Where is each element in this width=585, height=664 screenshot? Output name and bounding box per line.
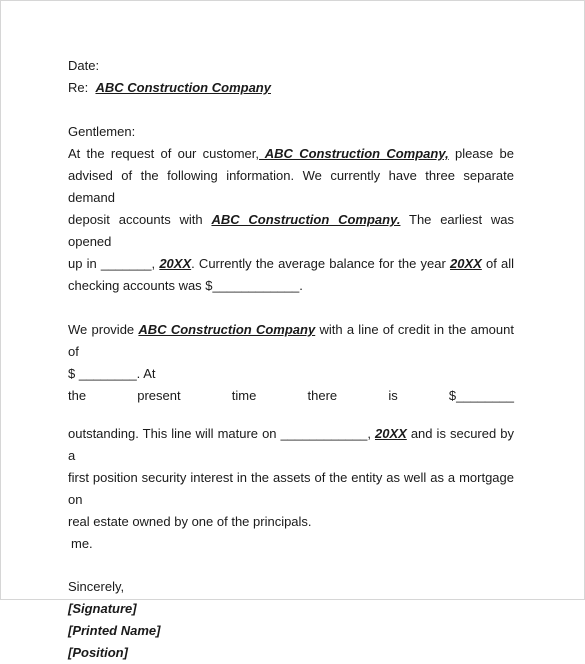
p2-year: 20XX	[374, 426, 407, 441]
p1-text: At the request of our customer,	[68, 146, 259, 161]
p2-text: outstanding. This line will mature on ____________,	[68, 426, 375, 441]
p1-company: ABC Construction Company,	[259, 146, 449, 161]
re-company: ABC Construction Company	[95, 80, 271, 95]
paragraph-2	[68, 319, 514, 555]
signature-placeholder: [Signature]	[68, 601, 137, 616]
re-label: Re:	[68, 80, 89, 95]
spacer	[68, 99, 514, 121]
p2-company: ABC Construction Company	[138, 322, 316, 337]
p1-text: The earliest was opened	[68, 212, 515, 249]
p2-word: there	[307, 388, 338, 403]
paragraph-1	[68, 143, 514, 297]
p2-text: We provide	[68, 322, 139, 337]
spacer	[68, 297, 514, 319]
paragraph-2-line-7: me.	[71, 536, 93, 551]
printed-name-placeholder: [Printed Name]	[68, 623, 161, 638]
salutation: Gentlemen:	[68, 124, 136, 139]
letter-body	[68, 55, 514, 664]
paragraph-2-line-4	[68, 423, 514, 467]
p2-word: time	[231, 388, 257, 403]
date-line	[68, 55, 514, 77]
p2-text: with a line of credit in the amount of	[68, 322, 514, 359]
paragraph-1-line-1	[68, 143, 514, 165]
spacer	[68, 555, 514, 576]
p1-year: 20XX	[450, 256, 482, 271]
paragraph-2-line-6: real estate owned by one of the principals.	[68, 514, 312, 529]
paragraph-1-line-5: checking accounts was $____________.	[68, 278, 303, 293]
closing: Sincerely,	[68, 579, 125, 594]
paragraph-2-line-1	[68, 319, 514, 363]
paragraph-1-line-2: advised of the following information. We currently have three separate demand	[68, 168, 514, 205]
paragraph-2-line-3	[68, 385, 514, 407]
p1-text: . Currently the average balance for the year	[191, 256, 450, 271]
paragraph-1-line-4	[68, 253, 514, 275]
paragraph-2-line-2: $ ________. At	[68, 366, 156, 381]
spacer	[68, 407, 514, 423]
p1-text: please be	[448, 146, 514, 161]
p2-text: and is secured by a	[68, 426, 514, 463]
paragraph-1-line-3	[68, 209, 514, 253]
p1-year: 20XX	[159, 256, 192, 271]
position-placeholder: [Position]	[68, 645, 128, 660]
p1-text: up in _______,	[68, 256, 160, 271]
p2-word: the	[68, 388, 87, 403]
p1-text: of all	[481, 256, 515, 271]
paragraph-2-line-5: first position security interest in the assets of the entity as well as a mortgage on	[68, 470, 514, 507]
p2-word: is	[388, 388, 398, 403]
p2-word: $________	[448, 388, 514, 403]
date-label: Date:	[68, 58, 100, 73]
p1-company: ABC Construction Company.	[211, 212, 401, 227]
p2-word: present	[137, 388, 181, 403]
p1-text: deposit accounts with	[68, 212, 212, 227]
re-line	[68, 77, 514, 99]
